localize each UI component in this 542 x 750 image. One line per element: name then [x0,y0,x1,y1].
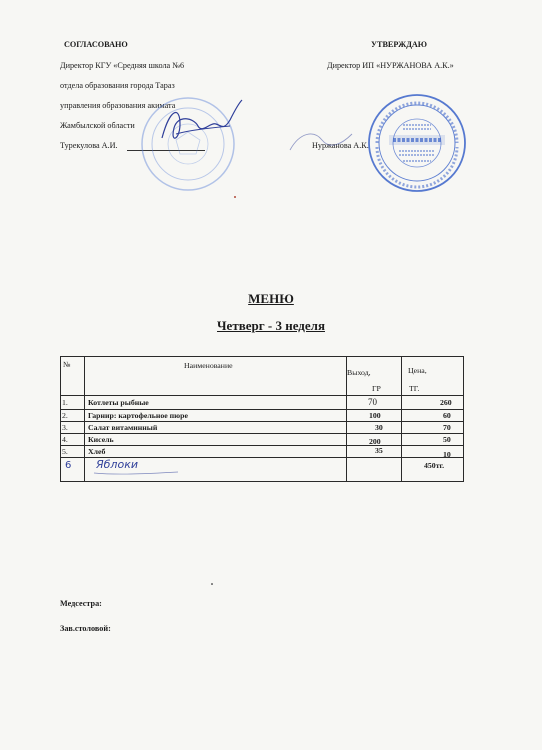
header-price-unit: ТГ. [409,384,420,393]
row-name: Котлеты рыбные [88,398,149,407]
row-num: 4. [62,435,68,444]
row-num-handwritten: 6 [65,460,72,471]
approval-left-signer: Турекулова А.И. [60,141,118,150]
row-num: 5. [62,447,68,456]
menu-table [60,356,463,482]
row-price: 70 [443,423,451,432]
header-num: № [63,360,71,369]
table-border [401,356,402,482]
header-price: Цена, [408,366,427,375]
handwritten-underline-icon [92,459,182,477]
table-border [463,356,464,482]
table-total: 450тг. [424,461,445,470]
approval-left-line2: отдела образования города Тараз [60,81,175,90]
ink-speck [234,196,236,198]
approval-left-line3: управления образования акимата [60,101,176,110]
row-name: Салат витаминный [88,423,158,432]
approval-right-signer: Нуржанова А.К. [312,141,369,150]
table-border [60,395,463,396]
footer-nurse: Медсестра: [60,599,102,608]
header-name: Наименование [184,361,233,370]
row-price: 50 [443,435,451,444]
table-border [60,445,463,446]
row-yield: 100 [369,411,381,420]
row-name: Хлеб [88,447,106,456]
table-border [60,356,463,357]
row-price: 10 [443,450,451,459]
row-num: 3. [62,423,68,432]
row-name: Кисель [88,435,114,444]
header-yield-unit: ГР [372,384,381,393]
menu-title: МЕНЮ [248,291,294,306]
left-handwritten-signature-icon [150,94,250,158]
row-name-handwritten: Яблоки [96,458,138,471]
row-name: Гарнир: картофельное пюре [88,411,188,420]
footer-canteen: Зав.столовой: [60,624,111,633]
table-border [60,409,463,410]
row-price: 260 [440,398,452,407]
approval-left-title: СОГЛАСОВАНО [64,40,128,49]
approval-left-line1: Директор КГУ «Средняя школа №6 [60,61,185,70]
table-border [84,356,85,482]
paper-speck [211,583,213,585]
row-price: 60 [443,411,451,420]
row-num: 2. [62,411,68,420]
header-yield: Выход, [347,368,371,377]
right-handwritten-signature-icon [286,126,356,160]
row-yield: 200 [369,437,381,446]
menu-subtitle: Четверг - 3 неделя [217,318,325,333]
table-border [60,481,463,482]
row-num: 1. [62,398,68,407]
table-border [60,421,463,422]
approval-left-line4: Жамбылской области [60,121,135,130]
approval-right-line1: Директор ИП «НУРЖАНОВА А.К.» [327,61,454,70]
table-border [60,356,61,482]
round-stamp-right-icon [363,91,471,195]
row-yield: 35 [375,446,383,455]
row-yield: 70 [368,397,377,407]
approval-right-title: УТВЕРЖДАЮ [371,40,427,49]
row-yield: 30 [375,423,383,432]
table-border [60,433,463,434]
